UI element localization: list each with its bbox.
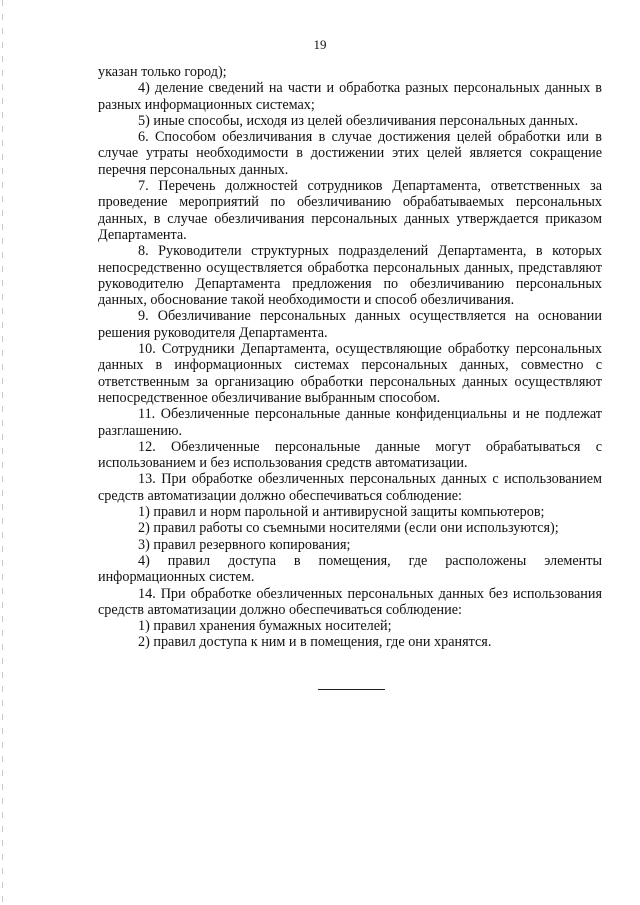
list-item: 1) правил хранения бумажных носителей;	[138, 618, 392, 635]
paragraph: 6. Способом обезличивания в случае достижения целей обработки или в случае утраты необходимости в достижении этих целей является сокращение перечня персональных данных.	[98, 129, 602, 178]
paragraph: 12. Обезличенные персональные данные могут обрабатываться с использованием и без использования средств автоматизации.	[98, 438, 602, 472]
paragraph: 5) иные способы, исходя из целей обезличивания персональных данных.	[138, 112, 579, 129]
paragraph: 9. Обезличивание персональных данных осуществляется на основании решения руководителя Департамента.	[98, 308, 602, 341]
paragraph: 14. При обработке обезличенных персональных данных без использования средств автоматизации должно обеспечиваться соблюдение:	[98, 585, 602, 618]
page-number: 19	[313, 37, 327, 52]
list-item: 2) правил работы со съемными носителями (если они используются);	[138, 520, 559, 537]
paragraph: 7. Перечень должностей сотрудников Департамента, ответственных за проведение мероприятий по обезличиванию обрабатываемых персональных данных, в случае обезличивания персональных данных утверждается приказом Департамента.	[98, 178, 602, 243]
document-body	[98, 64, 602, 651]
list-item: 1) правил и норм парольной и антивирусной защиты компьютеров;	[138, 504, 545, 521]
scan-edge	[2, 0, 3, 905]
paragraph: 11. Обезличенные персональные данные конфиденциальны и не подлежат разглашению.	[98, 406, 602, 439]
paragraph: 8. Руководители структурных подразделений Департамента, в которых непосредственно осуществляется обработка персональных данных, представляют руководителю Департамента предложения по обезличиванию персональных данных, обоснование такой необходимости и способ обезличивания.	[98, 243, 602, 309]
list-item: 4) правил доступа в помещения, где расположены элементы информационных систем.	[98, 552, 602, 586]
paragraph: 13. При обработке обезличенных персональных данных с использованием средств автоматизации должно обеспечиваться соблюдение:	[98, 471, 602, 504]
paragraph: 10. Сотрудники Департамента, осуществляющие обработку персональных данных в информационных системах персональных данных, совместно с ответственным за организацию обработки персональных данных осуществляют непосредственное обезличивание выбранным способом.	[98, 341, 602, 406]
paragraph: указан только город);	[98, 64, 227, 80]
end-of-text-rule	[318, 689, 385, 690]
list-item: 3) правил резервного копирования;	[138, 536, 351, 553]
list-item: 2) правил доступа к ним и в помещения, где они хранятся.	[138, 634, 492, 651]
paragraph: 4) деление сведений на части и обработка разных персональных данных в разных информационных системах;	[98, 80, 602, 113]
